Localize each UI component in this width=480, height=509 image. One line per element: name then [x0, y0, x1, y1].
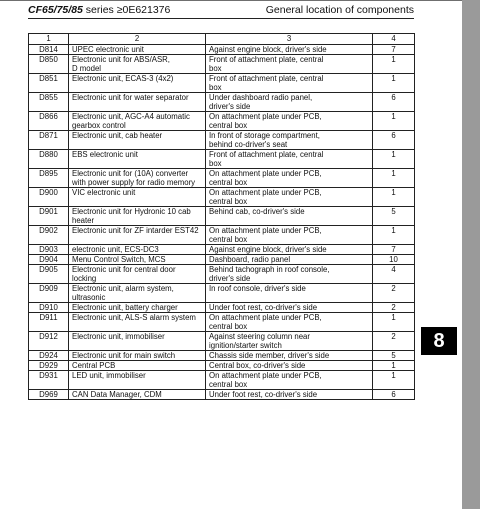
column-header: 2 [69, 34, 206, 45]
row-figure-number: 1 [373, 226, 415, 245]
table-row [29, 313, 415, 332]
row-description: Electronic unit, AGC-A4 automatic gearbox control [69, 112, 206, 131]
row-figure-number: 1 [373, 313, 415, 332]
row-code: D850 [29, 55, 69, 74]
row-code: D904 [29, 255, 69, 265]
row-code: D903 [29, 245, 69, 255]
table-row [29, 169, 415, 188]
row-figure-number: 2 [373, 332, 415, 351]
row-code: D969 [29, 390, 69, 400]
row-description: Electronic unit for central door locking [69, 265, 206, 284]
row-location: Front of attachment plate, central box [206, 55, 373, 74]
row-code: D880 [29, 150, 69, 169]
table-header-row [29, 34, 415, 45]
row-code: D855 [29, 93, 69, 112]
row-code: D895 [29, 169, 69, 188]
row-description: Electronic unit, immobiliser [69, 332, 206, 351]
section-tab-badge: 8 [421, 327, 457, 355]
table-row [29, 226, 415, 245]
row-figure-number: 6 [373, 93, 415, 112]
row-description: EBS electronic unit [69, 150, 206, 169]
row-figure-number: 2 [373, 303, 415, 313]
row-location: Under foot rest, co-driver's side [206, 303, 373, 313]
top-border-line [0, 0, 462, 1]
table-row [29, 390, 415, 400]
row-description: Electronic unit for Hydronic 10 cab heater [69, 207, 206, 226]
row-figure-number: 7 [373, 245, 415, 255]
table-row [29, 255, 415, 265]
table-row [29, 245, 415, 255]
row-description: VIC electronic unit [69, 188, 206, 207]
row-location: On attachment plate under PCB, central box [206, 169, 373, 188]
table-row [29, 265, 415, 284]
row-location: Against engine block, driver's side [206, 245, 373, 255]
row-figure-number: 6 [373, 390, 415, 400]
row-figure-number: 1 [373, 55, 415, 74]
row-location: On attachment plate under PCB, central box [206, 188, 373, 207]
table-row [29, 150, 415, 169]
row-description: UPEC electronic unit [69, 45, 206, 55]
row-location: In roof console, driver's side [206, 284, 373, 303]
row-code: D900 [29, 188, 69, 207]
row-location: Central box, co-driver's side [206, 361, 373, 371]
table-row [29, 188, 415, 207]
row-location: Chassis side member, driver's side [206, 351, 373, 361]
table-row [29, 112, 415, 131]
table-row [29, 351, 415, 361]
row-description: LED unit, immobiliser [69, 371, 206, 390]
row-figure-number: 1 [373, 188, 415, 207]
row-location: In front of storage compartment, behind co-driver's seat [206, 131, 373, 150]
row-description: Electronic unit, cab heater [69, 131, 206, 150]
row-code: D905 [29, 265, 69, 284]
row-location: Behind cab, co-driver's side [206, 207, 373, 226]
row-figure-number: 1 [373, 74, 415, 93]
table-row [29, 284, 415, 303]
row-description: Electronic unit, ECAS-3 (4x2) [69, 74, 206, 93]
row-figure-number: 7 [373, 45, 415, 55]
table-row [29, 371, 415, 390]
row-figure-number: 5 [373, 351, 415, 361]
row-description: Central PCB [69, 361, 206, 371]
row-location: Dashboard, radio panel [206, 255, 373, 265]
series-label [28, 4, 170, 16]
table-row [29, 332, 415, 351]
row-code: D929 [29, 361, 69, 371]
row-location: Front of attachment plate, central box [206, 74, 373, 93]
table-row [29, 207, 415, 226]
row-figure-number: 5 [373, 207, 415, 226]
row-code: D912 [29, 332, 69, 351]
page-header [28, 4, 414, 19]
row-code: D909 [29, 284, 69, 303]
row-description: Electronic unit for ZF intarder EST42 [69, 226, 206, 245]
row-description: Electronic unit, alarm system, ultrasonic [69, 284, 206, 303]
row-figure-number: 2 [373, 284, 415, 303]
column-header: 1 [29, 34, 69, 45]
row-location: Under foot rest, co-driver's side [206, 390, 373, 400]
components-table [28, 33, 415, 400]
row-code: D901 [29, 207, 69, 226]
table-row [29, 361, 415, 371]
row-location: On attachment plate under PCB, central box [206, 112, 373, 131]
table-row [29, 93, 415, 112]
row-description: electronic unit, ECS-DC3 [69, 245, 206, 255]
row-figure-number: 1 [373, 112, 415, 131]
table-row [29, 55, 415, 74]
series-number: series ≥0E621376 [82, 4, 171, 16]
row-figure-number: 10 [373, 255, 415, 265]
table-row [29, 303, 415, 313]
row-location: On attachment plate under PCB, central box [206, 226, 373, 245]
row-code: D851 [29, 74, 69, 93]
row-code: D911 [29, 313, 69, 332]
column-header: 4 [373, 34, 415, 45]
row-description: Electronic unit for ABS/ASR, D model [69, 55, 206, 74]
row-location: On attachment plate under PCB, central box [206, 371, 373, 390]
row-figure-number: 1 [373, 371, 415, 390]
row-figure-number: 1 [373, 169, 415, 188]
table-row [29, 45, 415, 55]
row-description: Electronic unit, battery charger [69, 303, 206, 313]
row-code: D931 [29, 371, 69, 390]
row-description: Electronic unit for water separator [69, 93, 206, 112]
row-location: Behind tachograph in roof console, driver's side [206, 265, 373, 284]
row-description: Menu Control Switch, MCS [69, 255, 206, 265]
row-figure-number: 4 [373, 265, 415, 284]
column-header: 3 [206, 34, 373, 45]
table-row [29, 131, 415, 150]
row-figure-number: 1 [373, 361, 415, 371]
scrollbar[interactable] [462, 0, 480, 509]
row-location: Front of attachment plate, central box [206, 150, 373, 169]
row-code: D871 [29, 131, 69, 150]
row-description: Electronic unit, ALS-S alarm system [69, 313, 206, 332]
row-code: D902 [29, 226, 69, 245]
row-description: CAN Data Manager, CDM [69, 390, 206, 400]
model-name: CF65/75/85 [28, 4, 83, 16]
row-figure-number: 1 [373, 150, 415, 169]
table-row [29, 74, 415, 93]
row-description: Electronic unit for main switch [69, 351, 206, 361]
row-code: D924 [29, 351, 69, 361]
document-title: General location of components [265, 4, 414, 16]
row-location: On attachment plate under PCB, central box [206, 313, 373, 332]
row-figure-number: 6 [373, 131, 415, 150]
row-location: Against steering column near ignition/starter switch [206, 332, 373, 351]
row-description: Electronic unit for (10A) converter with power supply for radio memory [69, 169, 206, 188]
row-location: Under dashboard radio panel, driver's side [206, 93, 373, 112]
row-location: Against engine block, driver's side [206, 45, 373, 55]
row-code: D910 [29, 303, 69, 313]
row-code: D866 [29, 112, 69, 131]
row-code: D814 [29, 45, 69, 55]
